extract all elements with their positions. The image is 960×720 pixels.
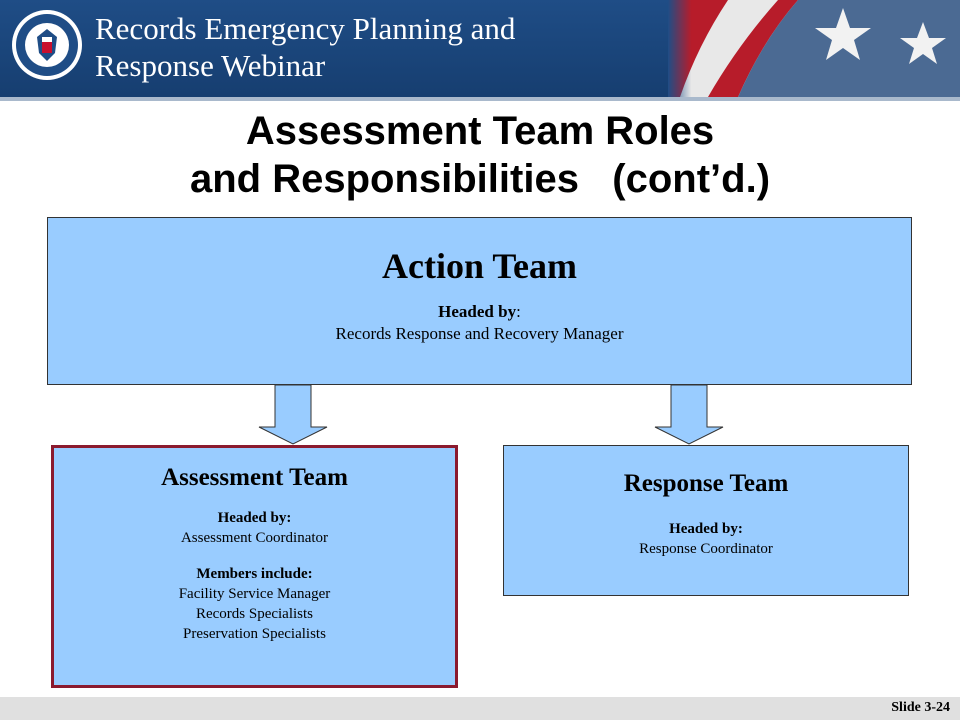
assessment-team-title: Assessment Team (161, 464, 348, 491)
footer-bar (0, 697, 960, 720)
assessment-team-member: Facility Service Manager (178, 586, 331, 602)
action-team-title: Action Team (381, 246, 577, 286)
response-team-head: Response Coordinator (639, 541, 773, 557)
assessment-team-box (51, 445, 458, 688)
response-team-headed-by-label: Headed by: (669, 521, 743, 537)
webinar-title-line2: Response Webinar (95, 48, 326, 83)
action-team-head: Records Response and Recovery Manager (335, 324, 624, 343)
assessment-team-member: Records Specialists (195, 606, 314, 622)
slide-number: Slide 3-24 (891, 700, 950, 715)
slide-title (100, 107, 860, 203)
slide-title-line2: and Responsibilities (cont’d.) (189, 157, 771, 201)
webinar-title-line1: Records Emergency Planning and (95, 11, 516, 46)
header-banner (0, 0, 960, 97)
assessment-team-headed-by-label: Headed by: (217, 510, 292, 526)
action-team-headed-by-text: Headed by (438, 302, 517, 321)
dhs-seal-icon (11, 9, 83, 81)
action-team-box (47, 217, 912, 385)
flag-graphic-icon (668, 0, 960, 97)
action-team-headed-by-colon: : (516, 302, 521, 321)
assessment-team-member: Preservation Specialists (183, 626, 326, 642)
slide-title-line1: Assessment Team Roles (245, 109, 715, 153)
arrow-down-icon (257, 385, 329, 445)
webinar-title (95, 10, 615, 84)
action-team-headed-by-label (48, 301, 911, 323)
response-team-box (503, 445, 909, 596)
assessment-team-members-label: Members include: (196, 566, 313, 582)
banner-divider (0, 97, 960, 101)
assessment-team-head: Assessment Coordinator (180, 530, 329, 546)
response-team-title: Response Team (623, 470, 789, 497)
arrow-down-icon (653, 385, 725, 445)
